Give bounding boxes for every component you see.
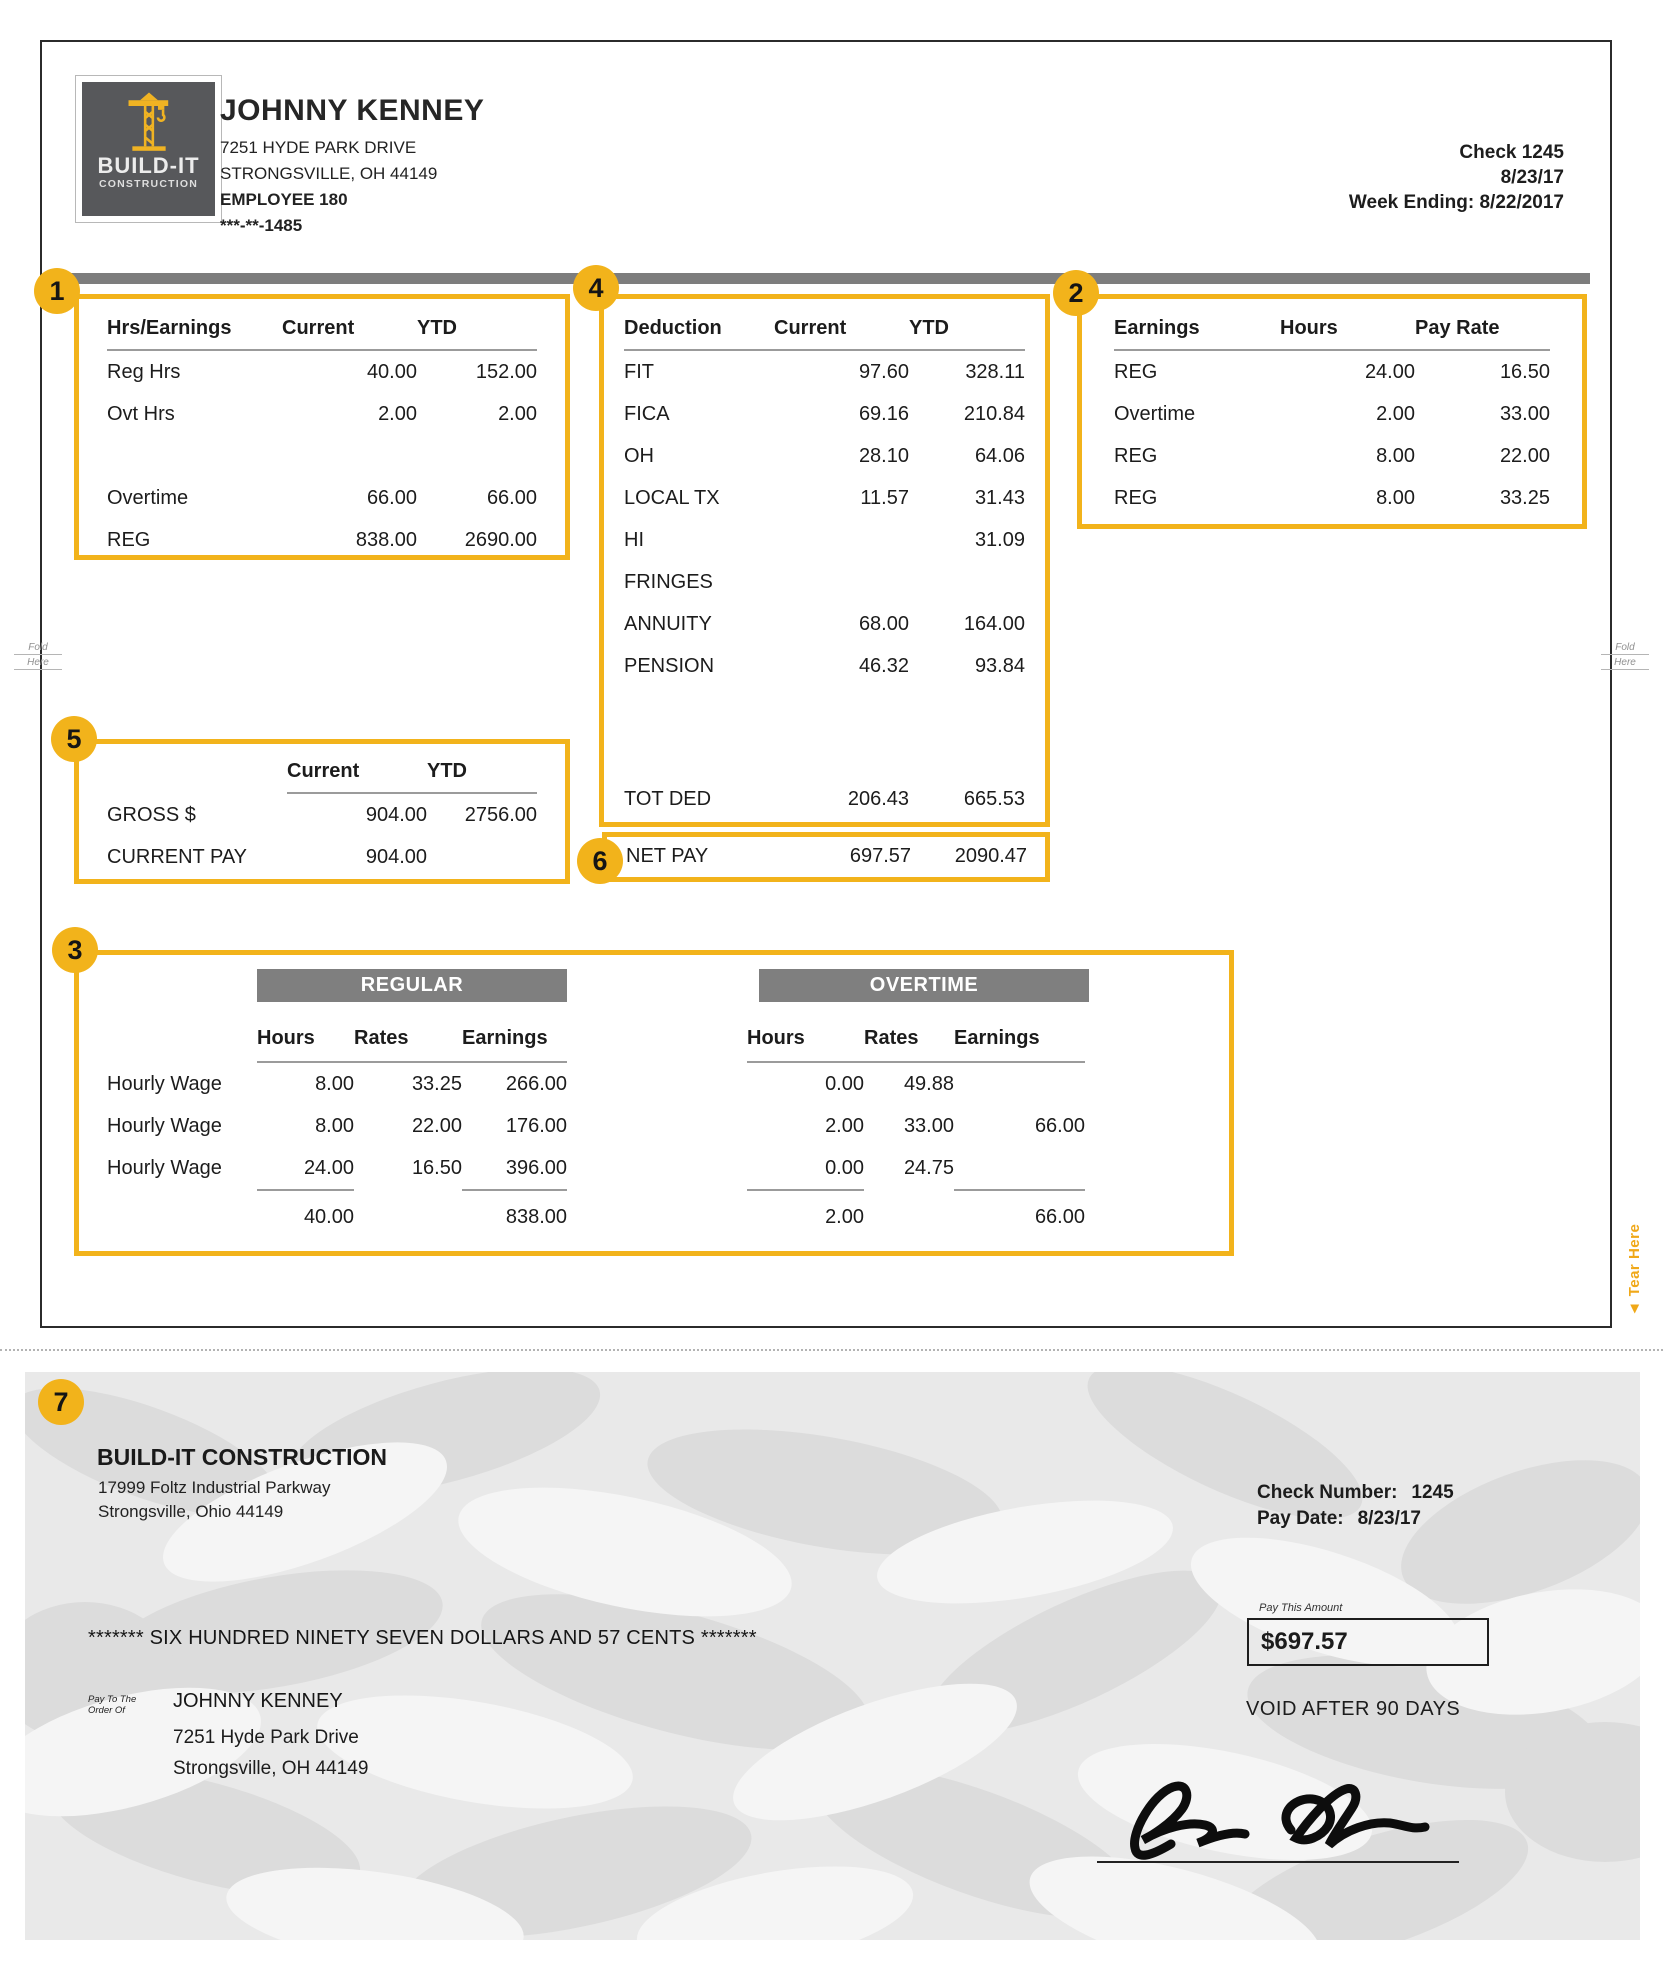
empty-header [107,1019,257,1063]
col-header-ot-earnings: Earnings [954,1019,1085,1063]
row-label: REG [1114,361,1158,383]
signature-icon [1093,1764,1463,1876]
reg-rate: 16.50 [411,1157,462,1179]
current-value: 904.00 [365,804,427,826]
col-header-ytd: YTD [909,311,1025,351]
col-header-hours: Hours [1280,311,1415,351]
ot-earnings [954,1063,1085,1105]
ytd-value: 2756.00 [464,804,537,826]
row-label: FRINGES [624,571,713,593]
net-pay-ytd: 2090.47 [954,845,1027,867]
void-after-90-days: VOID AFTER 90 DAYS [1246,1698,1461,1720]
employee-name: JOHNNY KENNEY [220,94,485,127]
fold-word: Fold [1601,642,1649,655]
reg-hours: 8.00 [315,1115,354,1137]
total-ot-hours: 2.00 [747,1189,864,1237]
check-header-info [1349,140,1564,215]
reg-hours: 8.00 [315,1073,354,1095]
deductions-total-row [604,778,1045,820]
section-badge-6: 6 [577,838,623,884]
total-reg-hours: 40.00 [257,1189,354,1237]
employee-address-line1: 7251 HYDE PARK DRIVE [220,138,417,157]
section-badge-3: 3 [52,927,98,973]
row-label: Overtime [1114,403,1196,425]
col-header-current: Current [774,311,909,351]
reg-earnings: 266.00 [505,1073,567,1095]
ytd-value: 2.00 [498,403,537,425]
current-value: 69.16 [858,403,909,425]
pay-this-amount-label: Pay This Amount [1259,1602,1343,1614]
row-label: CURRENT PAY [107,846,248,868]
col-header-deduction: Deduction [624,311,774,351]
check-date-header: 8/23/17 [1500,167,1564,188]
current-value: 11.57 [860,487,909,509]
ot-rate: 49.88 [903,1073,954,1095]
ytd-value: 152.00 [475,361,537,383]
empty-header [107,754,287,794]
hrs-earnings-table [79,299,565,561]
empty-row [417,435,537,477]
current-value [774,561,909,603]
regular-section-header: REGULAR [257,969,567,1002]
section-badge-5: 5 [51,716,97,762]
spacer [354,1189,462,1237]
pay-date-value: 8/23/17 [1357,1508,1422,1529]
total-ot-earnings: 66.00 [954,1189,1085,1237]
row-label: LOCAL TX [624,487,720,509]
col-header-reg-earnings: Earnings [462,1019,567,1063]
spacer [567,1019,747,1063]
week-ending: Week Ending: 8/22/2017 [1348,192,1564,213]
reg-earnings: 176.00 [505,1115,567,1137]
row-label: Reg Hrs [107,361,181,383]
row-label: FICA [624,403,670,425]
col-header-reg-hours: Hours [257,1019,354,1063]
row-label: ANNUITY [624,613,712,635]
payee-name: JOHNNY KENNEY [173,1690,343,1712]
pay-to-line2: Order Of [88,1705,125,1716]
current-value: 68.00 [858,613,909,635]
current-value: 46.32 [858,655,909,677]
fold-word: Fold [14,642,62,655]
row-label: Hourly Wage [107,1157,222,1179]
ot-hours: 0.00 [825,1073,864,1095]
pay-to-the-order-of-label [88,1694,136,1716]
hours-value: 24.00 [1364,361,1415,383]
current-value [774,519,909,561]
net-pay-current: 697.57 [849,845,911,867]
net-pay-box [602,832,1050,882]
row-label: HI [624,529,644,551]
section-badge-2: 2 [1053,270,1099,316]
section-badge-4: 4 [573,265,619,311]
ot-rate: 24.75 [903,1157,954,1179]
check-amount-box: $697.57 [1247,1618,1489,1666]
empty-row [107,435,282,477]
check-number-block [1257,1480,1454,1532]
section-badge-1: 1 [34,268,80,314]
fold-here-mark-left [14,642,62,672]
current-value: 2.00 [378,403,417,425]
col-header-current: Current [287,754,427,794]
total-label: TOT DED [624,788,712,810]
check-company-address2: Strongsville, Ohio 44149 [98,1502,284,1521]
ytd-value: 328.11 [965,361,1025,383]
check-number-header: Check 1245 [1459,142,1564,163]
ytd-value [427,836,537,878]
net-pay-label: NET PAY [626,845,709,867]
row-label: FIT [624,361,654,383]
hours-value: 8.00 [1376,445,1415,467]
row-label: REG [1114,445,1158,467]
spacer [567,1147,747,1189]
ytd-value: 66.00 [486,487,537,509]
col-header-ot-rates: Rates [864,1019,954,1063]
reg-earnings: 396.00 [505,1157,567,1179]
ytd-value: 31.43 [974,487,1025,509]
empty-row [282,435,417,477]
here-word: Here [1601,657,1649,670]
col-header-earnings: Earnings [1114,311,1280,351]
ytd-value: 64.06 [974,445,1025,467]
wage-detail-box [74,950,1234,1256]
row-label: Ovt Hrs [107,403,175,425]
reg-hours: 24.00 [303,1157,354,1179]
crane-icon [117,90,181,154]
deductions-table [604,299,1045,687]
net-pay-row [607,837,1045,875]
total-ytd: 665.53 [963,788,1025,810]
wage-detail-table [107,1019,1085,1237]
row-label: Overtime [107,487,189,509]
check-number-value: 1245 [1411,1482,1454,1503]
col-header-ytd: YTD [417,311,537,351]
current-value: 838.00 [355,529,417,551]
spacer [567,1105,747,1147]
perforation-line [0,1349,1663,1351]
pay-stub [40,40,1612,1328]
check-company-address1: 17999 Foltz Industrial Parkway [98,1478,331,1497]
current-value: 28.10 [858,445,909,467]
employee-address-line2: STRONGSVILLE, OH 44149 [220,164,438,183]
spacer [107,1189,257,1237]
here-word: Here [14,657,62,670]
payee-address2: Strongsville, OH 44149 [173,1758,369,1779]
col-header-reg-rates: Rates [354,1019,462,1063]
section-badge-7: 7 [38,1379,84,1425]
paycheck [25,1372,1640,1940]
hours-value: 8.00 [1376,487,1415,509]
rate-value: 22.00 [1499,445,1550,467]
company-logo [75,75,222,223]
row-label: Hourly Wage [107,1073,222,1095]
overtime-section-header: OVERTIME [759,969,1089,1002]
row-label: PENSION [624,655,715,677]
deductions-box [599,294,1050,827]
employee-info [220,94,484,236]
col-header-ytd: YTD [427,754,537,794]
rate-value: 33.00 [1499,403,1550,425]
ot-hours: 0.00 [825,1157,864,1179]
check-number-row [1257,1480,1454,1506]
hours-value: 2.00 [1376,403,1415,425]
reg-rate: 22.00 [411,1115,462,1137]
hrs-earnings-box [74,294,570,560]
check-content [25,1372,1640,1940]
spacer [864,1189,954,1237]
pay-date-label: Pay Date: [1257,1508,1344,1529]
earnings-rate-table [1082,299,1582,519]
logo-text-line1: BUILD-IT [97,153,200,178]
row-label: REG [107,529,151,551]
ot-hours: 2.00 [825,1115,864,1137]
ytd-value: 210.84 [963,403,1025,425]
gross-table [79,744,565,878]
ytd-value: 93.84 [974,655,1025,677]
amount-in-words: ******* SIX HUNDRED NINETY SEVEN DOLLARS AND 57 CENTS ******* [88,1627,757,1649]
employee-ssn-masked: ***-**-1485 [220,216,303,235]
current-value: 40.00 [366,361,417,383]
check-number-label: Check Number: [1257,1482,1398,1503]
rate-value: 16.50 [1499,361,1550,383]
col-header-pay-rate: Pay Rate [1415,311,1550,351]
current-value: 97.60 [858,361,909,383]
ot-earnings [954,1147,1085,1189]
row-label: GROSS $ [107,804,196,826]
spacer [567,1189,747,1237]
row-label: REG [1114,487,1158,509]
employee-id: EMPLOYEE 180 [220,190,348,209]
current-value: 66.00 [366,487,417,509]
rate-value: 33.25 [1499,487,1550,509]
ot-rate: 33.00 [903,1115,954,1137]
reg-rate: 33.25 [411,1073,462,1095]
row-label: Hourly Wage [107,1115,222,1137]
ytd-value [909,561,1025,603]
pay-date-row [1257,1506,1454,1532]
payee-address1: 7251 Hyde Park Drive [173,1727,359,1748]
ot-earnings: 66.00 [1034,1115,1085,1137]
col-header-hrs-earnings: Hrs/Earnings [107,311,282,351]
gross-box [74,739,570,884]
ytd-value: 31.09 [974,529,1025,551]
total-reg-earnings: 838.00 [462,1189,567,1237]
pay-to-line1: Pay To The [88,1694,137,1705]
logo-text-line2: CONSTRUCTION [99,178,198,190]
company-logo-inner [82,82,215,216]
signature-area [1093,1764,1463,1876]
divider-bar [70,273,1590,284]
ytd-value: 164.00 [963,613,1025,635]
spacer [567,1063,747,1105]
col-header-ot-hours: Hours [747,1019,864,1063]
earnings-rate-box [1077,294,1587,529]
current-value: 904.00 [365,846,427,868]
tear-here-label: ◄ Tear Here [1626,1223,1643,1317]
fold-here-mark-right [1601,642,1649,672]
total-current: 206.43 [847,788,909,810]
col-header-current: Current [282,311,417,351]
check-company-name: BUILD-IT CONSTRUCTION [97,1444,388,1470]
row-label: OH [624,445,654,467]
ytd-value: 2690.00 [464,529,537,551]
